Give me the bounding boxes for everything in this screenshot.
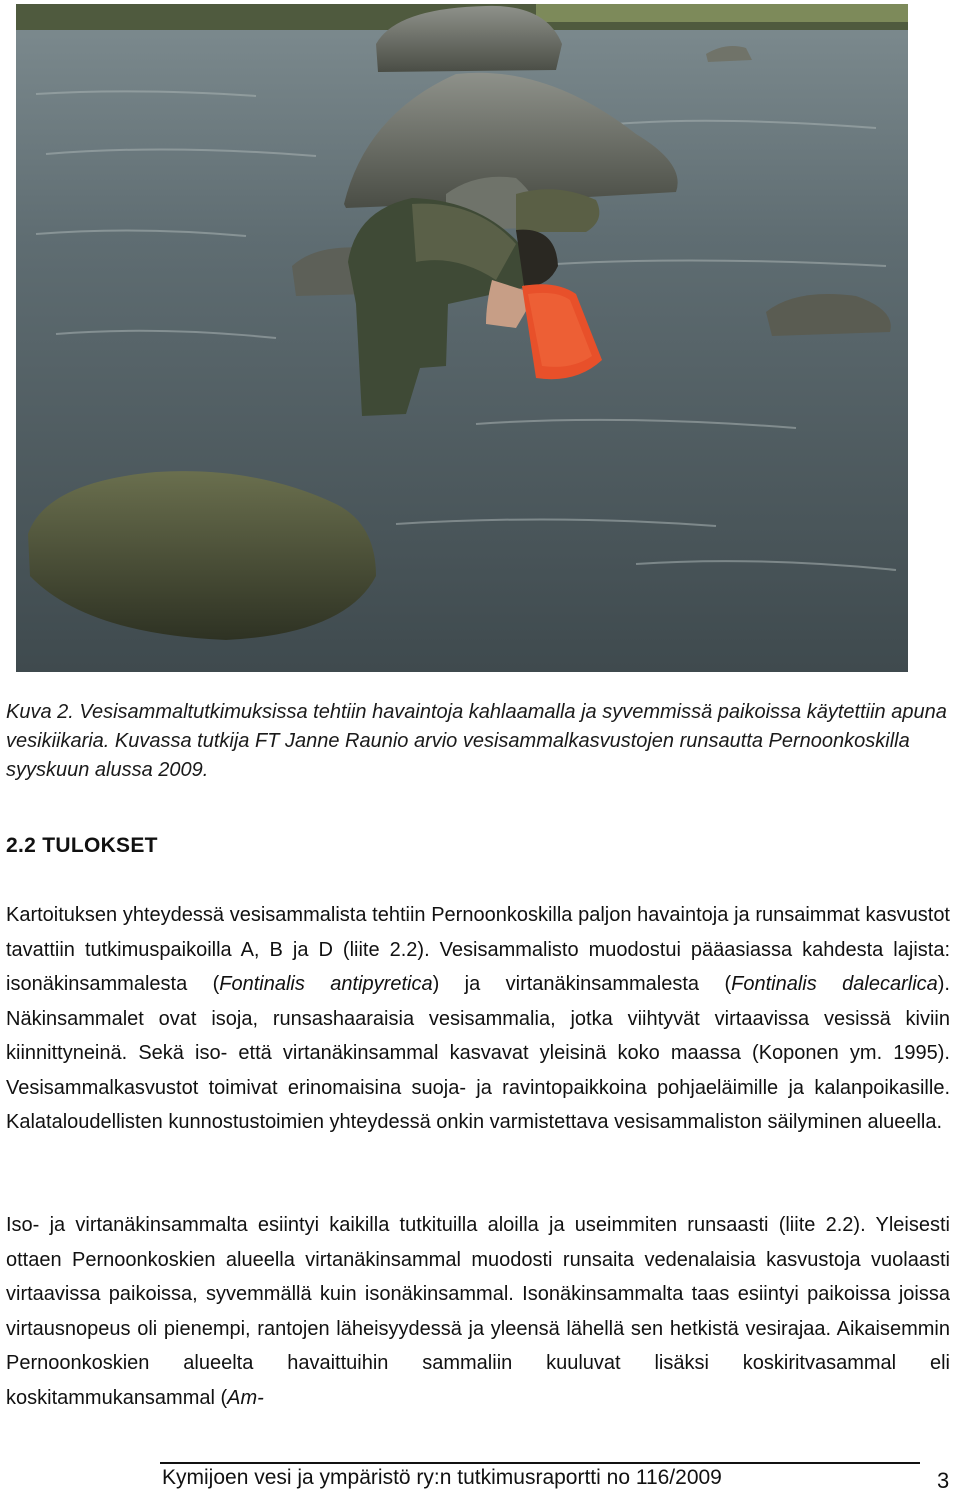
footer-report-title: Kymijoen vesi ja ympäristö ry:n tutkimusraportti no 116/2009 [162, 1466, 722, 1489]
paragraph-text: Kartoituksen yhteydessä vesisammalista tehtiin Pernoonkoskilla paljon havaintoja ja runsaimmat kasvustot tavattiin tutkimuspaikoilla A, B ja D (liite 2.2). Vesisammalisto muodostui pääasiassa kahdesta lajista: isonäkinsammalesta ( [6, 904, 950, 995]
river-photo [16, 4, 908, 672]
paragraph-text: Iso- ja virtanäkinsammalta esiintyi kaikilla tutkituilla aloilla ja useimmiten runsaasti (liite 2.2). Yleisesti ottaen Pernoonkoskien alueella virtanäkinsammal muodosti runsaita vedenalaisia kasvustoja vuolaasti virtaavissa paikoissa, syvemmällä kuin isonäkinsammal. Isonäkinsammalta taas esiintyi paikoissa joissa virtausnopeus oli pienempi, rantojen läheisyydessä ja yleensä lähellä sen hetkistä vesirajaa. Aikaisemmin Pernoonkoskien alueelta havaittuihin sammaliin kuuluvat lisäksi koskiritvasammal eli koskitammukansammal ( [6, 1214, 950, 1409]
species-name: Fontinalis antipyretica [219, 973, 433, 995]
results-paragraph-1 [6, 898, 950, 1140]
paragraph-text: ) ja virtanäkinsammalesta ( [432, 973, 732, 995]
section-heading: 2.2 TULOKSET [6, 834, 158, 857]
page-number: 3 [937, 1468, 950, 1493]
results-paragraph-2 [6, 1208, 950, 1415]
species-name: Fontinalis dalecarlica [731, 973, 938, 995]
species-name-fragment: Am- [227, 1386, 264, 1409]
paragraph-text: ). Näkinsammalet ovat isoja, runsashaaraisia vesisammalia, jotka viihtyvät virtaavissa vesissä kiviin kiinnittyneinä. Sekä iso- että virtanäkinsammal kasvavat yleisinä koko maassa (Koponen ym. 1995). Vesisammalkasvustot toimivat erinomaisina suoja- ja ravintopaikkoina pohjaeläimille ja kalanpoikasille. Kalataloudellisten kunnostustoimien yhteydessä onkin varmistettava vesisammaliston säilyminen alueella. [6, 973, 950, 1133]
figure-caption: Kuva 2. Vesisammaltutkimuksissa tehtiin havaintoja kahlaamalla ja syvemmissä paikoissa käytettiin apuna vesikiikaria. Kuvassa tutkija FT Janne Raunio arvio vesisammalkasvustojen runsautta Pernoonkoskilla syyskuun alussa 2009. [6, 701, 947, 781]
footer-rule [160, 1462, 920, 1464]
